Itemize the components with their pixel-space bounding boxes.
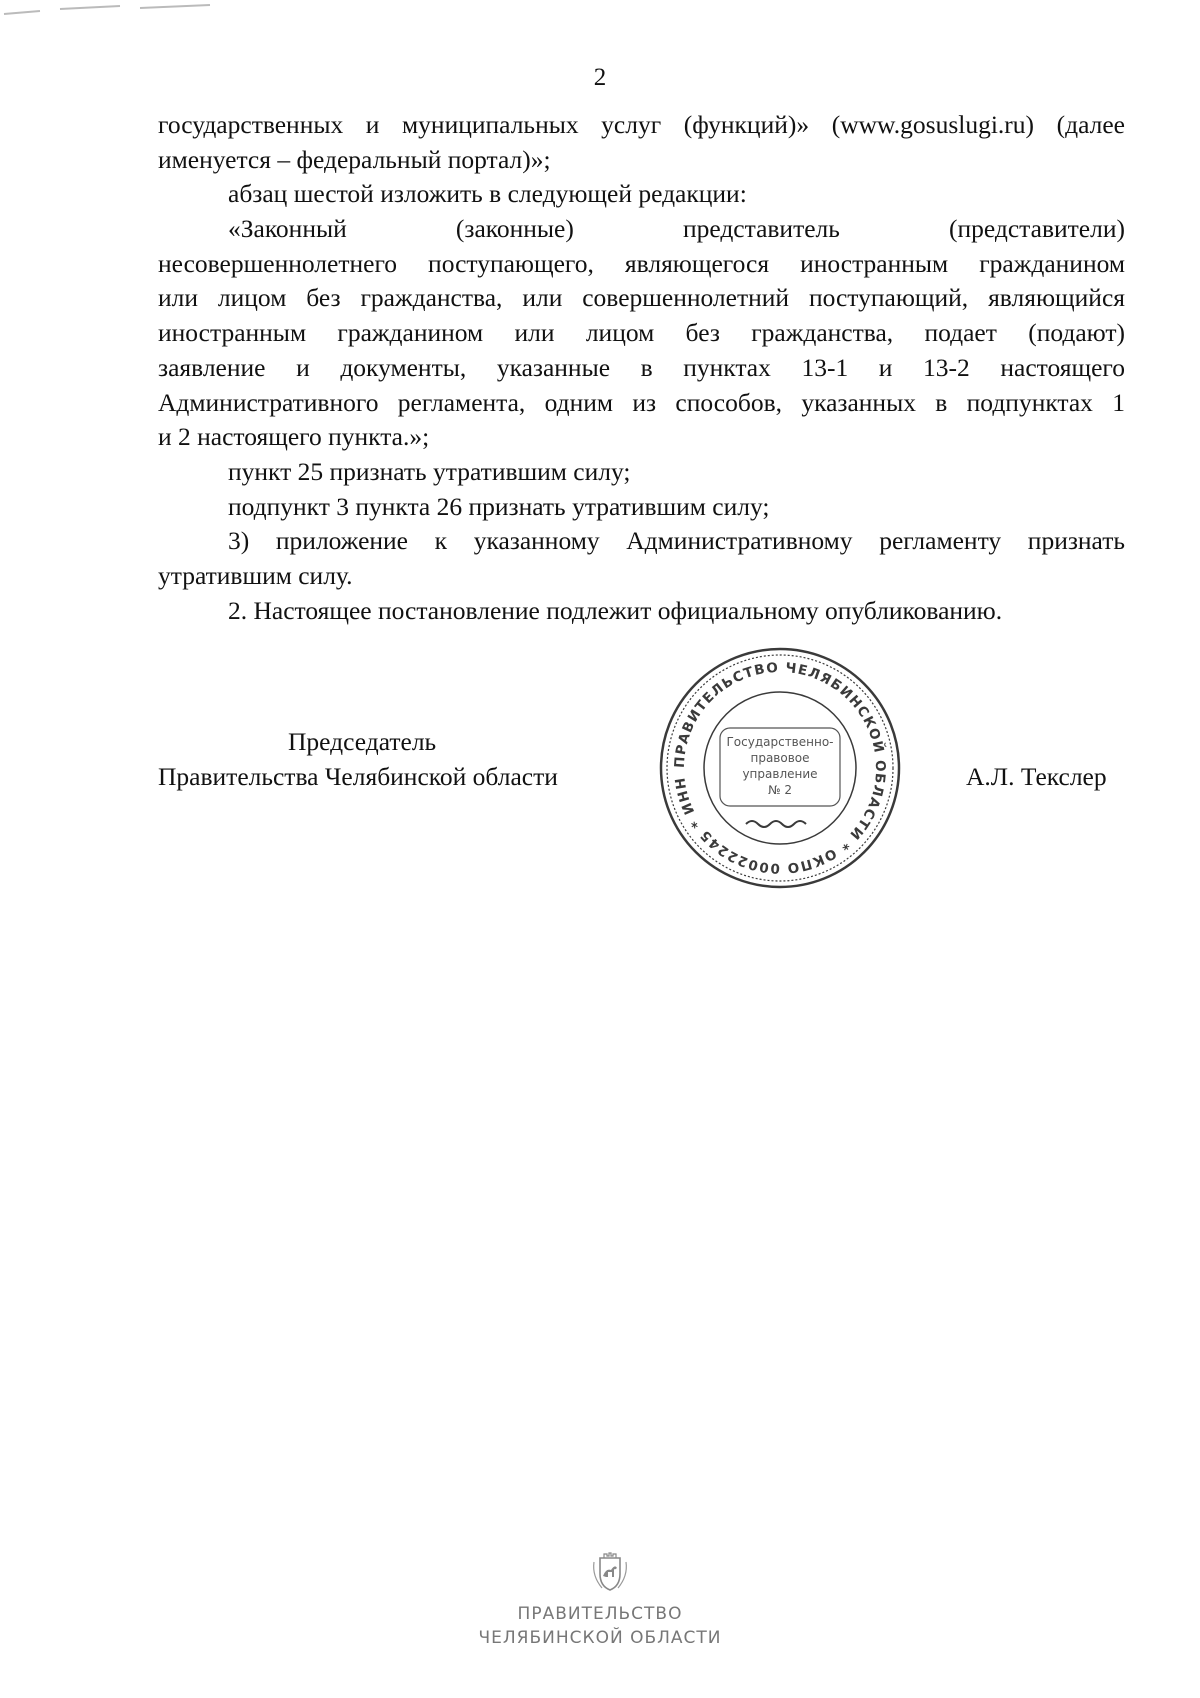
body-line: именуется – федеральный портал)»; (158, 144, 551, 174)
body-line: государственных и муниципальных услуг (функций)» (www.gosuslugi.ru) (далее (158, 110, 1125, 139)
body-line: и 2 настоящего пункта.»; (158, 422, 430, 452)
seal-graphic (658, 646, 902, 890)
seal-outer-text: ПРАВИТЕЛЬСТВО ЧЕЛЯБИНСКОЙ ОБЛАСТИ * ОКПО 00022245 * ИНН (671, 659, 889, 877)
body-line: несовершеннолетнего поступающего, являющегося иностранным гражданином (158, 248, 1125, 278)
body-line: подпункт 3 пункта 26 признать утратившим силу; (228, 491, 770, 521)
page-number: 2 (593, 64, 607, 91)
body-line: пункт 25 признать утратившим силу; (228, 456, 631, 486)
signatory-organization: Правительства Челябинской области (158, 762, 558, 791)
signatory-name: А.Л. Текслер (966, 762, 1107, 791)
seal-inner-line: № 2 (768, 783, 792, 797)
body-word: представитель (682, 214, 840, 244)
body-line: 3) приложение к указанному Административному регламенту признать (228, 526, 1125, 556)
scan-artifact (0, 0, 230, 20)
body-line: заявление и документы, указанные в пунктах 13-1 и 13-2 настоящего (158, 352, 1125, 382)
footer-organization-line: ЧЕЛЯБИНСКОЙ ОБЛАСТИ (478, 1628, 722, 1648)
body-line: иностранным гражданином или лицом без гражданства, подает (подают) (158, 318, 1125, 348)
body-line (158, 212, 1125, 247)
chelyabinsk-coat-of-arms-icon (590, 1548, 630, 1596)
document-body (158, 108, 1125, 628)
body-line: Административного регламента, одним из способов, указанных в подпунктах 1 (158, 387, 1125, 417)
body-line: 2. Настоящее постановление подлежит официальному опубликованию. (228, 595, 1003, 625)
body-word: «Законный (228, 214, 347, 244)
body-word: (законные) (455, 214, 574, 244)
footer-organization-line: ПРАВИТЕЛЬСТВО (517, 1604, 683, 1624)
body-word: (представители) (949, 214, 1125, 244)
seal-inner-line: Государственно- (726, 735, 834, 749)
signatory-title: Председатель (288, 727, 437, 756)
seal-inner-line: управление (742, 767, 818, 781)
body-line: или лицом без гражданства, или совершеннолетний поступающий, являющийся (158, 283, 1125, 313)
official-seal (658, 646, 902, 890)
signatory-position (158, 724, 618, 794)
body-line: утратившим силу. (158, 560, 353, 590)
seal-inner-line: правовое (750, 751, 810, 765)
body-line: абзац шестой изложить в следующей редакции: (228, 179, 747, 209)
